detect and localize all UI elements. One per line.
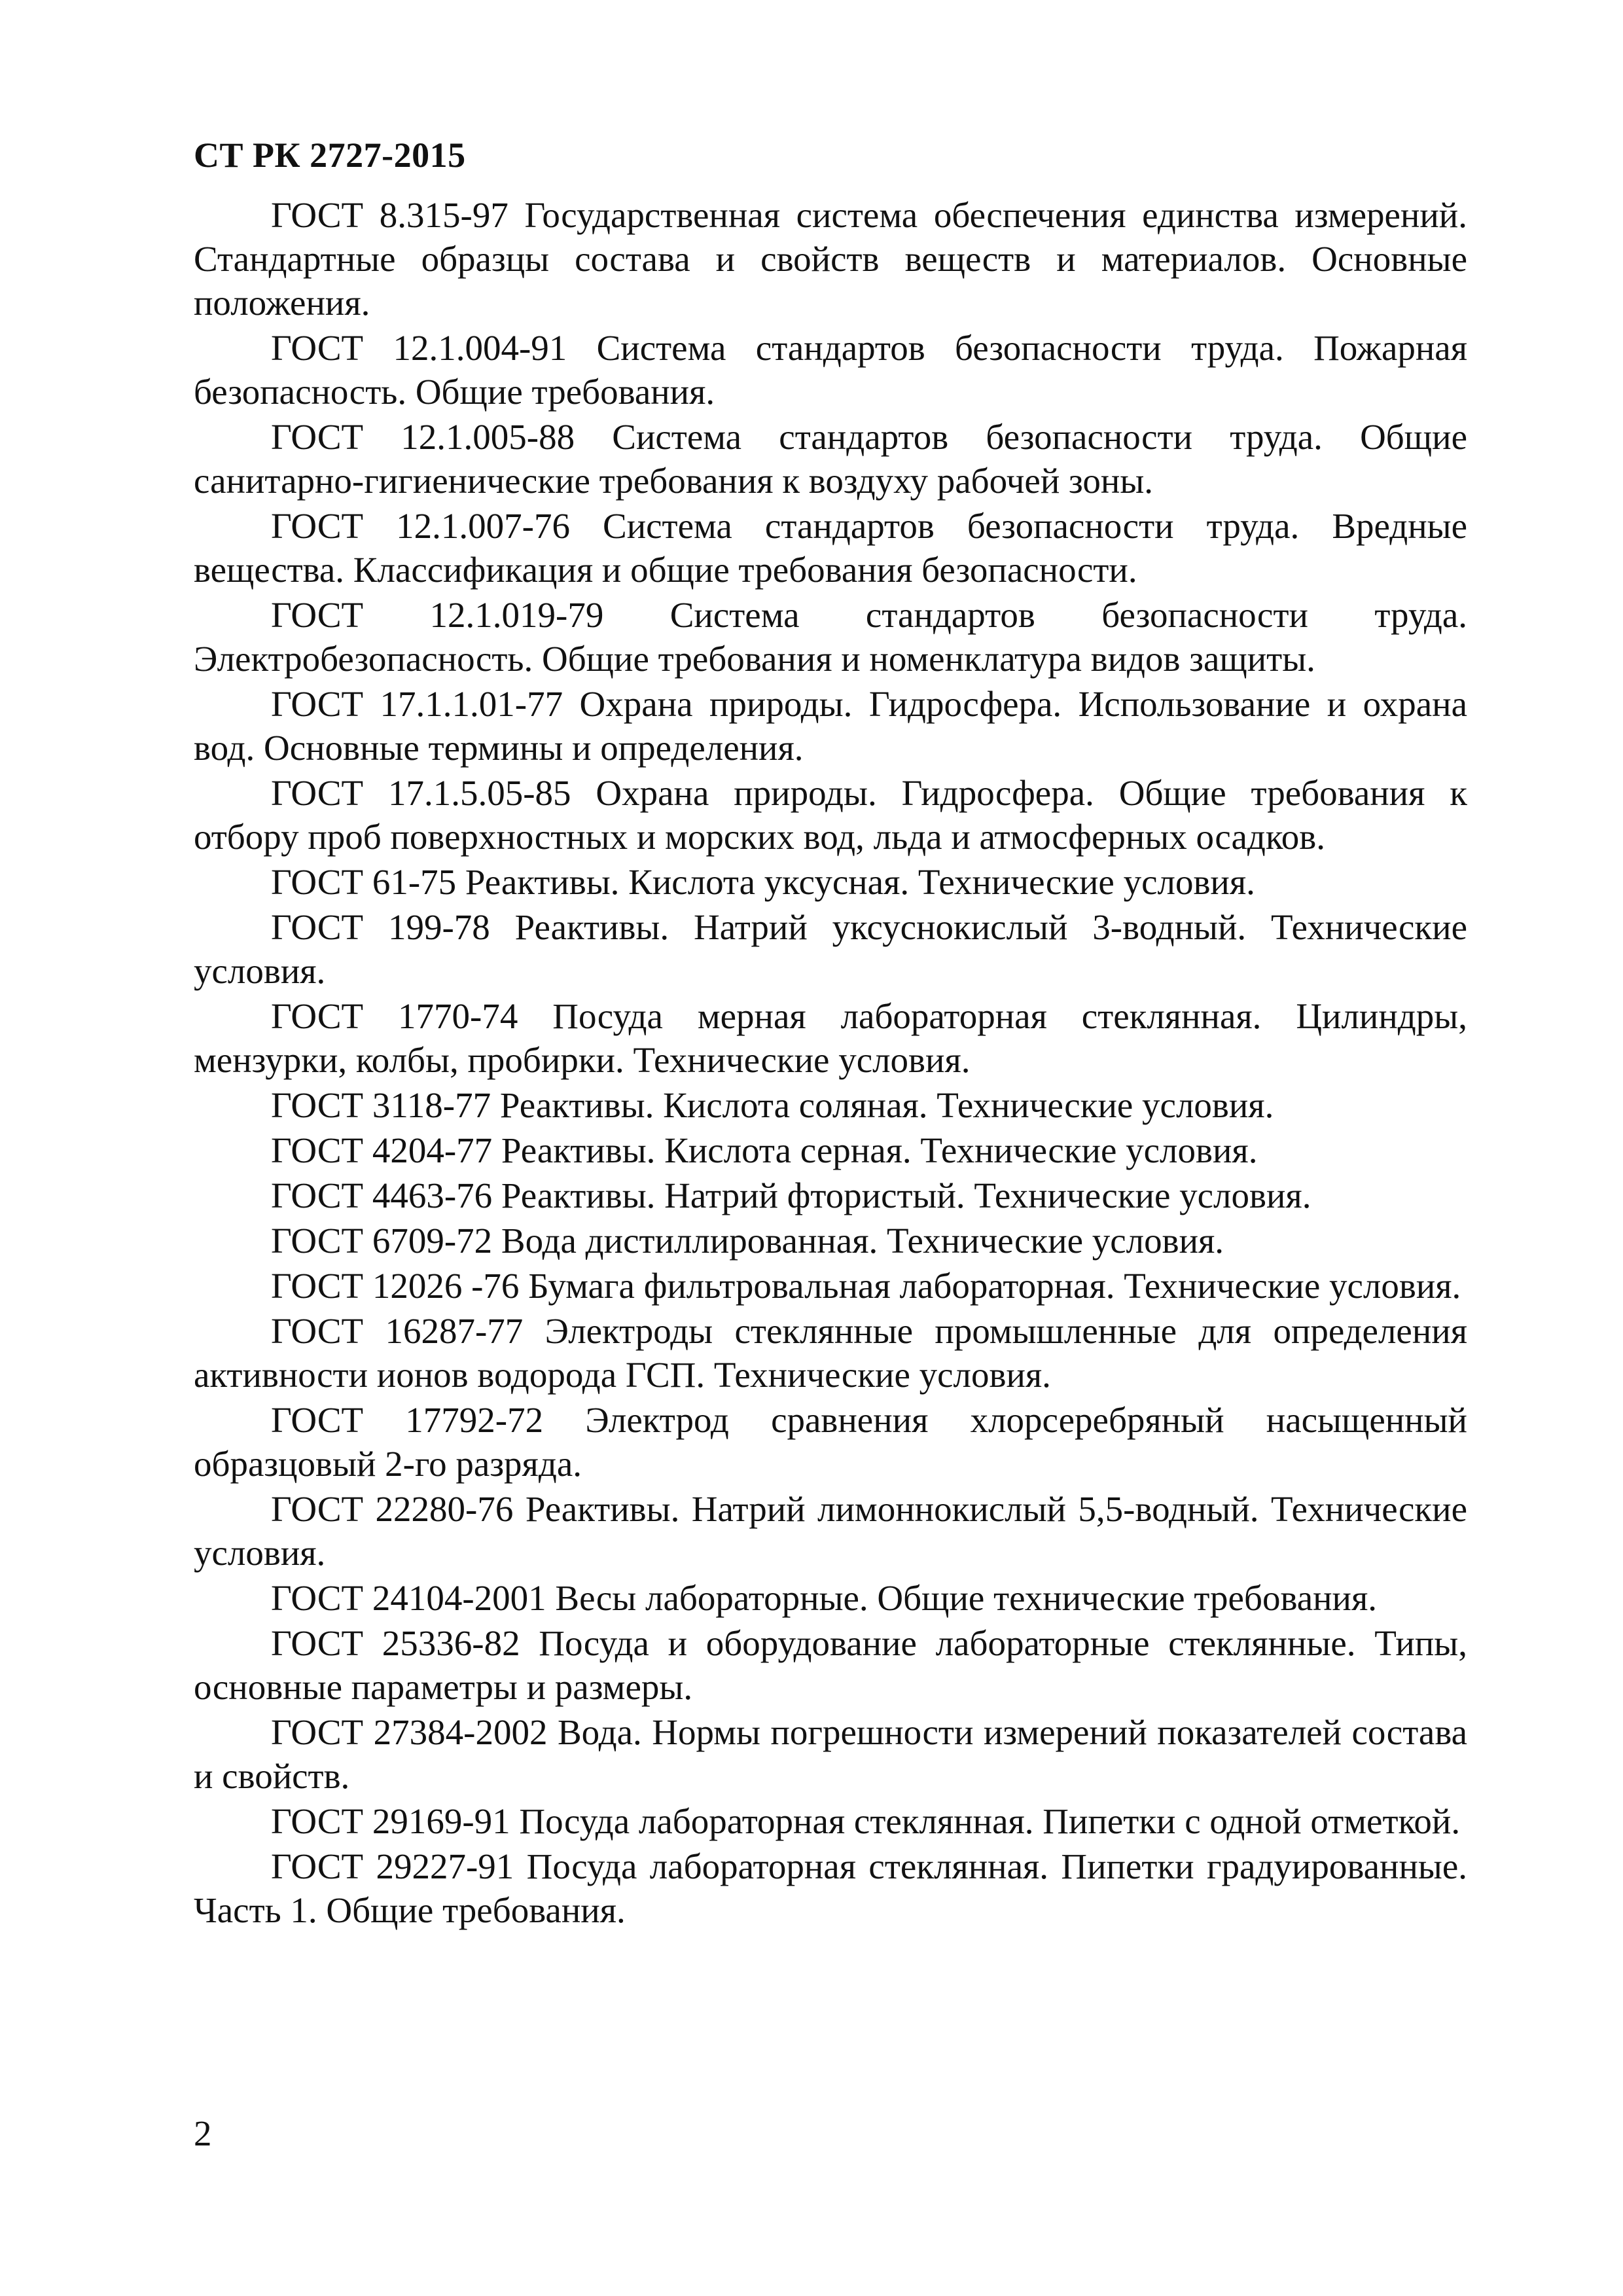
reference-item: ГОСТ 199-78 Реактивы. Натрий уксуснокислый 3-водный. Технические условия. bbox=[194, 907, 1467, 991]
reference-item: ГОСТ 25336-82 Посуда и оборудование лабораторные стеклянные. Типы, основные параметры и размеры. bbox=[194, 1623, 1467, 1707]
reference-item: ГОСТ 4204-77 Реактивы. Кислота серная. Технические условия. bbox=[271, 1130, 1258, 1170]
reference-item: ГОСТ 12026 -76 Бумага фильтровальная лабораторная. Технические условия. bbox=[271, 1266, 1461, 1306]
reference-item: ГОСТ 29169-91 Посуда лабораторная стеклянная. Пипетки с одной отметкой. bbox=[271, 1801, 1461, 1841]
reference-item: ГОСТ 4463-76 Реактивы. Натрий фтористый. Технические условия. bbox=[271, 1175, 1311, 1215]
reference-item: ГОСТ 1770-74 Посуда мерная лабораторная стеклянная. Цилиндры, мензурки, колбы, пробирки. Технические условия. bbox=[194, 996, 1467, 1080]
reference-item: ГОСТ 29227-91 Посуда лабораторная стеклянная. Пипетки градуированные. Часть 1. Общие требования. bbox=[194, 1846, 1467, 1930]
reference-item: ГОСТ 6709-72 Вода дистиллированная. Технические условия. bbox=[271, 1221, 1224, 1261]
reference-item: ГОСТ 3118-77 Реактивы. Кислота соляная. Технические условия. bbox=[271, 1085, 1274, 1125]
reference-item: ГОСТ 12.1.007-76 Система стандартов безопасности труда. Вредные вещества. Классификация и общие требования безопасности. bbox=[194, 506, 1467, 590]
reference-item: ГОСТ 61-75 Реактивы. Кислота уксусная. Технические условия. bbox=[271, 862, 1255, 902]
reference-item: ГОСТ 17792-72 Электрод сравнения хлорсеребряный насыщенный образцовый 2-го разряда. bbox=[194, 1400, 1467, 1484]
reference-item: ГОСТ 17.1.1.01-77 Охрана природы. Гидросфера. Использование и охрана вод. Основные термины и определения. bbox=[194, 684, 1467, 768]
reference-item: ГОСТ 8.315-97 Государственная система обеспечения единства измерений. Стандартные образцы состава и свойств веществ и материалов. Основные положения. bbox=[194, 195, 1467, 323]
reference-item: ГОСТ 27384-2002 Вода. Нормы погрешности измерений показателей состава и свойств. bbox=[194, 1712, 1467, 1796]
reference-item: ГОСТ 22280-76 Реактивы. Натрий лимоннокислый 5,5-водный. Технические условия. bbox=[194, 1489, 1467, 1573]
reference-item: ГОСТ 12.1.005-88 Система стандартов безопасности труда. Общие санитарно-гигиенические требования к воздуху рабочей зоны. bbox=[194, 417, 1467, 501]
reference-item: ГОСТ 24104-2001 Весы лабораторные. Общие технические требования. bbox=[271, 1578, 1378, 1618]
page-number: 2 bbox=[194, 2113, 212, 2153]
reference-item: ГОСТ 17.1.5.05-85 Охрана природы. Гидросфера. Общие требования к отбору проб поверхностных и морских вод, льда и атмосферных осадков. bbox=[194, 773, 1467, 857]
normative-references-list bbox=[194, 193, 1467, 1933]
reference-item: ГОСТ 12.1.004-91 Система стандартов безопасности труда. Пожарная безопасность. Общие требования. bbox=[194, 328, 1467, 412]
document-code-header: СТ РК 2727-2015 bbox=[194, 135, 466, 175]
reference-item: ГОСТ 16287-77 Электроды стеклянные промышленные для определения активности ионов водорода ГСП. Технические условия. bbox=[194, 1311, 1467, 1395]
reference-item: ГОСТ 12.1.019-79 Система стандартов безопасности труда. Электробезопасность. Общие требования и номенклатура видов защиты. bbox=[194, 595, 1467, 679]
